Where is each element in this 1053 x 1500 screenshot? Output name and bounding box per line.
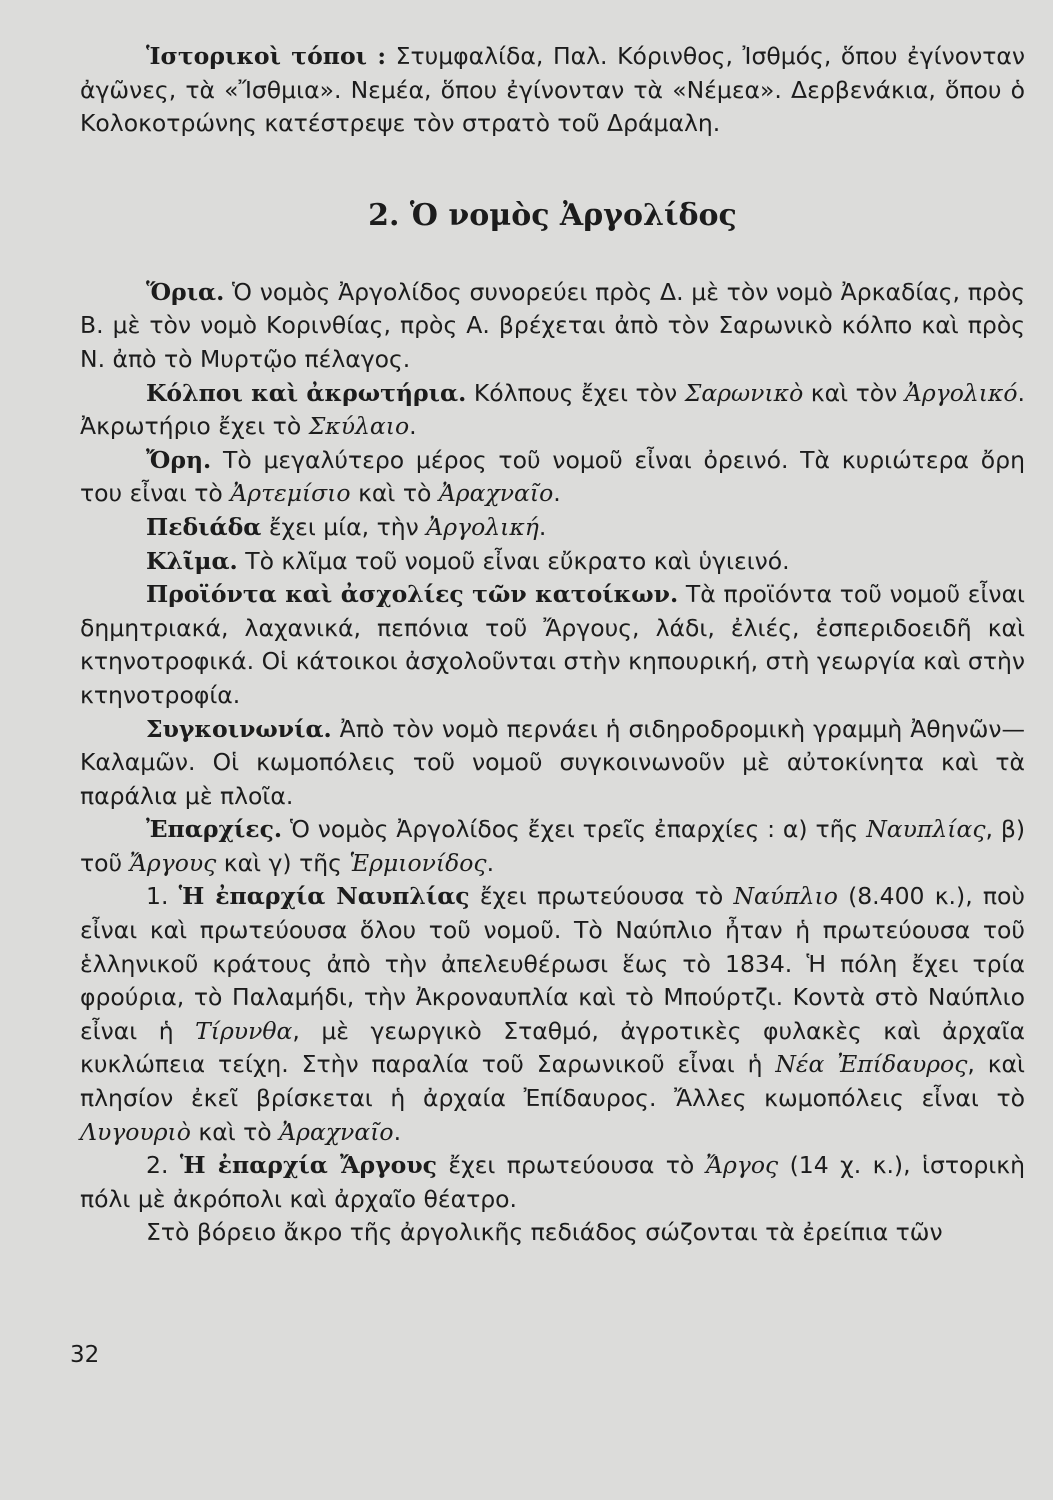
text-run: καὶ γ) τῆς bbox=[216, 848, 350, 877]
text-run: καὶ τὸ bbox=[190, 1117, 280, 1146]
italic-term: Ἀραχναῖο bbox=[279, 1117, 394, 1146]
italic-term: Νέα Ἐπίδαυρος bbox=[775, 1050, 968, 1079]
page-body bbox=[80, 40, 1025, 1250]
italic-term: Ἀργολικό bbox=[904, 378, 1018, 407]
text-run: (14 χ. κ.), ἱστορικὴ πόλι μὲ ἀκρόπολι καὶ ἀρχαῖο θέατρο. bbox=[80, 1151, 1025, 1213]
text-run: καὶ τὸ bbox=[350, 479, 439, 508]
paragraph-mountains bbox=[80, 444, 1025, 511]
italic-term: Ἑρμιονίδος bbox=[349, 848, 487, 877]
paragraph-argos bbox=[80, 1149, 1025, 1216]
paragraph-text: Τὸ κλῖμα τοῦ νομοῦ εἶναι εὔκρατο καὶ ὑγιεινό. bbox=[237, 546, 790, 575]
italic-term: Ἄργους bbox=[129, 848, 217, 877]
text-run: . Ἀκρωτήριο ἔχει τὸ bbox=[80, 378, 1026, 441]
text-run: . bbox=[486, 848, 495, 877]
italic-term: Ἀρτεμίσιο bbox=[230, 479, 351, 508]
text-run: ἔχει πρωτεύουσα τὸ bbox=[469, 882, 734, 911]
section-title: 2. Ὁ νομὸς Ἀργολίδος bbox=[368, 197, 737, 233]
paragraph-historic-places bbox=[80, 40, 1025, 141]
italic-term: Τίρυνθα bbox=[195, 1016, 293, 1045]
text-run: Τὸ μεγαλύτερο μέρος τοῦ νομοῦ εἶναι ὀρεινό. Τὰ κυριώτερα ὄρη του εἶναι τὸ bbox=[80, 445, 1025, 508]
italic-term: Σαρωνικὸ bbox=[684, 378, 804, 407]
text-run: , καὶ πλησίον ἐκεῖ βρίσκεται ἡ ἀρχαία Ἐπίδαυρος. Ἄλλες κωμοπόλεις εἶναι τὸ bbox=[80, 1050, 1026, 1113]
paragraph-plain bbox=[80, 511, 1025, 545]
paragraph-heading: Ἡ ἐπαρχία Ναυπλίας bbox=[178, 882, 470, 911]
text-run: Κόλπους ἔχει τὸν bbox=[466, 378, 685, 407]
italic-term: Ἄργος bbox=[705, 1151, 779, 1180]
item-number: 2. bbox=[146, 1151, 180, 1180]
text-run: Ὁ νομὸς Ἀργολίδος ἔχει τρεῖς ἐπαρχίες : α) τῆς bbox=[282, 815, 867, 844]
paragraph-heading: Ὅρια. bbox=[146, 277, 225, 306]
paragraph-heading: Πεδιάδα bbox=[146, 512, 262, 541]
paragraph-products bbox=[80, 578, 1025, 712]
italic-term: Ναύπλιο bbox=[733, 882, 838, 911]
italic-term: Σκύλαιο bbox=[308, 412, 410, 441]
paragraph-climate bbox=[80, 545, 1025, 579]
italic-term: Ἀργολική bbox=[426, 512, 539, 541]
text-run: , μὲ γεωργικὸ Σταθμό, ἀγροτικὲς φυλακὲς καὶ ἀρχαῖα κυκλώπεια τείχη. Στὴν παραλία τοῦ Σαρωνικοῦ εἶναι ἡ bbox=[80, 1016, 1025, 1079]
paragraph-heading: Κόλποι καὶ ἀκρωτήρια. bbox=[146, 378, 467, 407]
text-run: . bbox=[393, 1117, 402, 1146]
paragraph-nafplia bbox=[80, 880, 1025, 1149]
text-run: . bbox=[553, 479, 561, 508]
paragraph-transport bbox=[80, 713, 1025, 814]
paragraph-borders bbox=[80, 276, 1025, 377]
paragraph-heading: Ἡ ἐπαρχία Ἄργους bbox=[179, 1151, 437, 1180]
paragraph-heading: Ἐπαρχίες. bbox=[146, 815, 283, 844]
paragraph-provinces bbox=[80, 813, 1025, 880]
text-run: (8.400 κ.), ποὺ εἶναι καὶ πρωτεύουσα ὅλου τοῦ νομοῦ. Τὸ Ναύπλιο ἦταν ἡ πρωτεύουσα τοῦ ἑλληνικοῦ κράτους ἀπὸ τὴν ἀπελευθέρωσι ἕως τὸ 1834. Ἡ πόλη ἔχει τρία φρούρια, τὸ Παλαμήδι, τὴν Ἀκροναυπλία καὶ τὸ Μπούρτζι. Κοντὰ στὸ Ναύπλιο εἶναι ἡ bbox=[80, 882, 1025, 1045]
paragraph-text: Στὸ βόρειο ἄκρο τῆς ἀργολικῆς πεδιάδος σώζονται τὰ ἐρείπια τῶν bbox=[146, 1218, 943, 1247]
paragraph-heading: Συγκοινωνία. bbox=[146, 714, 332, 743]
text-run: , β) τοῦ bbox=[80, 815, 1026, 877]
paragraph-text: Τὰ προϊόντα τοῦ νομοῦ εἶναι δημητριακά, λαχανικά, πεπόνια τοῦ Ἄργους, λάδι, ἐλιές, ἐσπεριδοειδῆ καὶ κτηνοτροφικά. Οἱ κάτοικοι ἀσχολοῦνται στὴν κηπουρική, στὴ γεωργία καὶ στὴν κτηνοτροφία. bbox=[80, 580, 1026, 709]
text-run: ἔχει μία, τὴν bbox=[261, 512, 427, 541]
paragraph-gulfs-capes bbox=[80, 377, 1025, 444]
paragraph-text: Στυμφαλίδα, Παλ. Κόρινθος, Ἰσθμός, ὅπου ἐγίνονταν ἀγῶνες, τὰ «Ἴσθμια». Νεμέα, ὅπου ἐγίνονταν τὰ «Νέμεα». Δερβενάκια, ὅπου ὁ Κολοκοτρώνης κατέστρεψε τὸν στρατὸ τοῦ Δράμαλη. bbox=[80, 42, 1025, 138]
paragraph-heading: Ὄρη. bbox=[146, 445, 212, 474]
text-run: ἔχει πρωτεύουσα τὸ bbox=[436, 1151, 706, 1180]
paragraph-heading: Κλῖμα. bbox=[146, 546, 238, 575]
text-run: . bbox=[409, 412, 417, 441]
paragraph-text: Ἀπὸ τὸν νομὸ περνάει ἡ σιδηροδρομικὴ γραμμὴ Ἀθηνῶν—Καλαμῶν. Οἱ κωμοπόλεις τοῦ νομοῦ συγκοινωνοῦν μὲ αὐτοκίνητα καὶ τὰ παράλια μὲ πλοῖα. bbox=[80, 714, 1025, 810]
italic-term: Λυγουριὸ bbox=[80, 1117, 191, 1146]
page-number: 32 bbox=[70, 1342, 100, 1368]
paragraph-continued bbox=[80, 1216, 1025, 1250]
text-run: . bbox=[538, 512, 547, 541]
italic-term: Ναυπλίας bbox=[866, 815, 986, 844]
text-run: καὶ τὸν bbox=[803, 378, 905, 407]
paragraph-text: Ὁ νομὸς Ἀργολίδος συνορεύει πρὸς Δ. μὲ τὸν νομὸ Ἀρκαδίας, πρὸς Β. μὲ τὸν νομὸ Κορινθίας, πρὸς Α. βρέχεται ἀπὸ τὸν Σαρωνικὸ κόλπο καὶ πρὸς Ν. ἀπὸ τὸ Μυρτῷο πέλαγος. bbox=[80, 277, 1025, 373]
italic-term: Ἀραχναῖο bbox=[438, 479, 554, 508]
paragraph-heading: Ἱστορικοὶ τόποι : bbox=[146, 42, 387, 70]
paragraph-heading: Προϊόντα καὶ ἀσχολίες τῶν κατοίκων. bbox=[146, 580, 679, 609]
item-number: 1. bbox=[146, 882, 179, 911]
